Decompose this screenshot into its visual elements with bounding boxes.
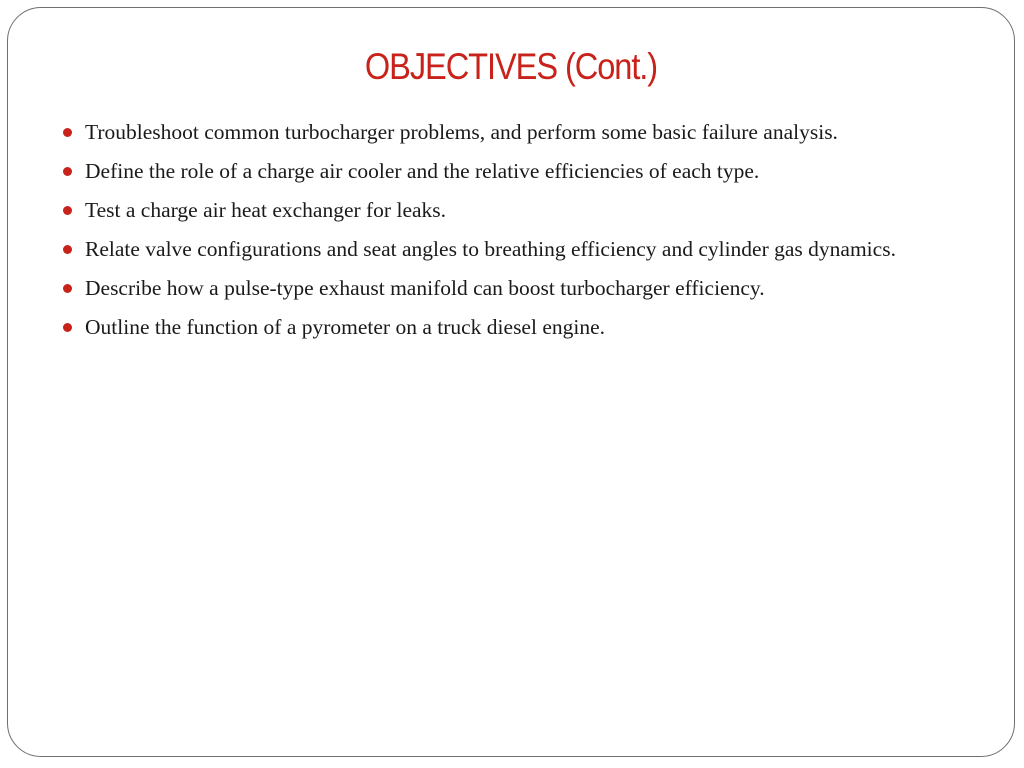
bullet-dot-icon (63, 167, 72, 176)
bullet-list (63, 116, 963, 350)
bullet-dot-icon (63, 245, 72, 254)
bullet-text: Outline the function of a pyrometer on a truck diesel engine. (85, 315, 606, 339)
list-item (63, 233, 963, 265)
slide-frame (7, 7, 1015, 757)
bullet-text: Test a charge air heat exchanger for leaks. (85, 198, 447, 222)
bullet-text: Relate valve configurations and seat angles to breathing efficiency and cylinder gas dynamics. (85, 237, 896, 261)
list-item (63, 272, 963, 304)
bullet-text: Define the role of a charge air cooler and the relative efficiencies of each type. (85, 159, 760, 183)
list-item (63, 194, 963, 226)
bullet-text: Troubleshoot common turbocharger problems, and perform some basic failure analysis. (85, 120, 838, 144)
list-item (63, 311, 963, 343)
slide-title: OBJECTIVES (Cont.) (364, 46, 658, 87)
bullet-dot-icon (63, 323, 72, 332)
bullet-dot-icon (63, 284, 72, 293)
list-item (63, 155, 963, 187)
bullet-text: Describe how a pulse-type exhaust manifold can boost turbocharger efficiency. (85, 276, 765, 300)
list-item (63, 116, 963, 148)
bullet-dot-icon (63, 206, 72, 215)
bullet-dot-icon (63, 128, 72, 137)
